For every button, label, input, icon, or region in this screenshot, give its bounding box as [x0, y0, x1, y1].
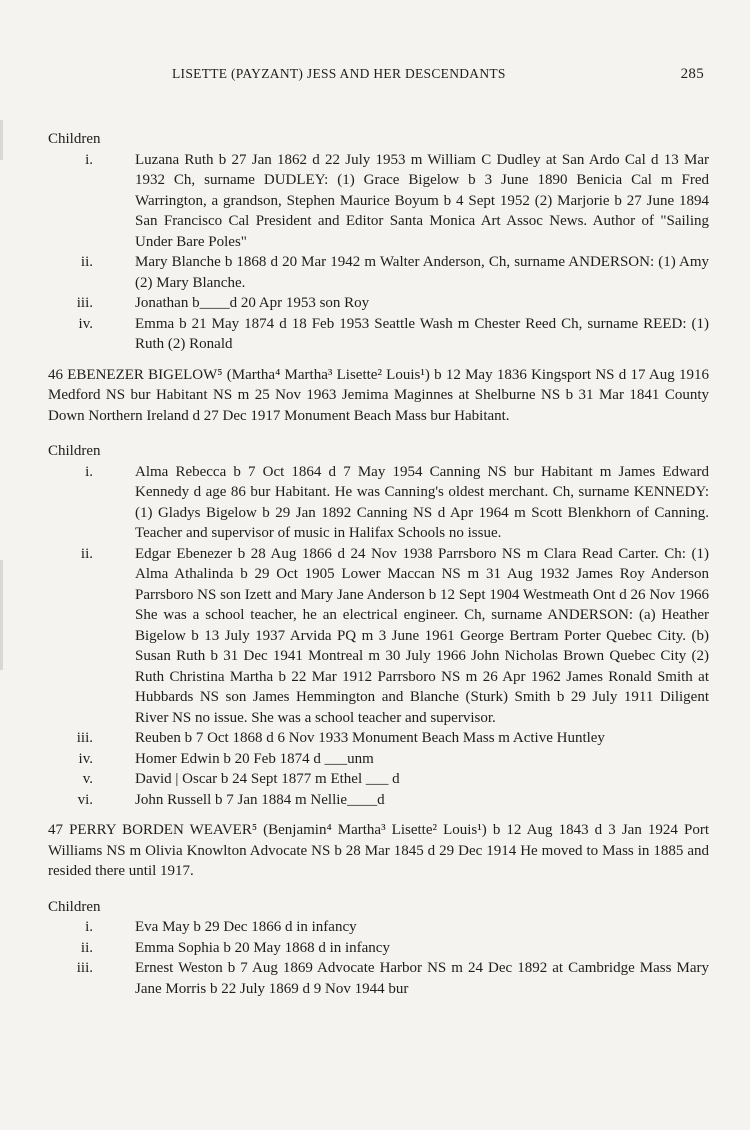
item-text: Homer Edwin b 20 Feb 1874 d ___unm [135, 750, 374, 767]
item-number: ii. [80, 545, 93, 562]
item-text: Ernest Weston b 7 Aug 1869 Advocate Harbor NS m 24 Dec 1892 at Cambridge Mass Mary Jane Morris b 22 July 1869 d 9 Nov 1944 bur [135, 960, 709, 997]
running-title: LISETTE (PAYZANT) JESS AND HER DESCENDANTS [172, 66, 506, 81]
item-text: Eva May b 29 Dec 1866 d in infancy [135, 919, 357, 935]
item-text: Alma Rebecca b 7 Oct 1864 d 7 May 1954 Canning NS bur Habitant m James Edward Kennedy d age 86 bur Habitant. He was Canning's oldest merchant. Ch, surname KENNEDY: (1) Gladys Bigelow b 29 Jan 1892 Canning NS d Apr 1964 m Scott Blenkhorn of Canning. Teacher and supervisor of music in Halifax Schools no issue. [135, 463, 709, 541]
item-text: Mary Blanche b 1868 d 20 Mar 1942 m Walter Anderson, Ch, surname ANDERSON: (1) Amy (2) Mary Blanche. [135, 254, 709, 291]
item-text: David | Oscar b 24 Sept 1877 m Ethel ___ d [135, 771, 400, 787]
children-list [48, 917, 709, 999]
item-text: Reuben b 7 Oct 1868 d 6 Nov 1933 Monument Beach Mass m Active Huntley [135, 730, 605, 746]
item-number: iv. [78, 750, 93, 767]
list-item [48, 958, 709, 999]
item-number: iv. [78, 315, 93, 332]
list-item [48, 293, 709, 314]
list-item [48, 938, 709, 959]
list-item [48, 314, 709, 355]
item-number: i. [85, 151, 93, 168]
item-number: v. [82, 771, 93, 787]
list-item [48, 728, 709, 749]
list-item [48, 917, 709, 938]
children-label: Children [48, 898, 101, 915]
item-text: Edgar Ebenezer b 28 Aug 1866 d 24 Nov 1938 Parrsboro NS m Clara Read Carter. Ch: (1) Alma Athalinda b 29 Oct 1905 Lower Maccan NS m 31 Aug 1932 James Roy Anderson Parrsboro NS son Izett and Mary Jane Anderson b 12 Sept 1904 Westmeath Ont d 26 Nov 1966 She was a school teacher, he an electrical engineer. Ch, surname ANDERSON: (a) Heather Bigelow b 13 July 1937 Arvida PQ m 3 June 1961 George Bertram Porter Quebec City. (b) Susan Ruth b 31 Dec 1941 Montreal m 30 July 1966 John Nicholas Brown Quebec City (2) Ruth Christina Martha b 22 Mar 1912 Parrsboro NS m 26 Apr 1962 James Ronald Smith at Hubbards NS son James Hemmington and Blanche (Sturk) Smith b 29 July 1911 Diligent River NS no issue. She was a school teacher and supervisor. [135, 545, 709, 726]
children-label: Children [48, 443, 101, 459]
entry-47: 47 PERRY BORDEN WEAVER⁵ (Benjamin⁴ Martha³ Lisette² Louis¹) b 12 Aug 1843 d 3 Jan 1924 Port Williams NS m Olivia Knowlton Advocate NS b 28 Mar 1845 d 29 Dec 1914 He moved to Mass in 1885 and resided there until 1917. [48, 822, 709, 879]
item-number: i. [85, 919, 93, 935]
scan-edge-mark [0, 560, 3, 670]
scan-edge-mark [0, 120, 3, 160]
children-list [48, 150, 709, 355]
children-list [48, 462, 709, 811]
item-number: ii. [80, 939, 93, 956]
item-number: ii. [80, 254, 93, 270]
item-number: iii. [76, 730, 93, 746]
list-item [48, 462, 709, 544]
item-text: Emma b 21 May 1874 d 18 Feb 1953 Seattle Wash m Chester Reed Ch, surname REED: (1) Ruth (2) Ronald [135, 315, 709, 352]
list-item [48, 790, 709, 811]
item-text: Luzana Ruth b 27 Jan 1862 d 22 July 1953 m William C Dudley at San Ardo Cal d 13 Mar 1932 Ch, surname DUDLEY: (1) Grace Bigelow b 3 June 1890 Benicia Cal m Fred Warrington, a grandson, Stephen Maurice Boyum b 4 Sept 1952 (2) Marjorie b 27 June 1894 San Francisco Cal President and Editor Santa Monica Art Assoc News. Author of "Sailing Under Bare Poles" [135, 151, 709, 250]
item-number: iii. [76, 295, 93, 311]
children-label: Children [48, 131, 101, 147]
list-item [48, 150, 709, 253]
list-item [48, 749, 709, 770]
item-number: vi. [77, 791, 93, 808]
item-number: iii. [76, 960, 93, 976]
item-number: i. [85, 463, 93, 480]
item-text: Emma Sophia b 20 May 1868 d in infancy [135, 939, 390, 956]
item-text: Jonathan b____d 20 Apr 1953 son Roy [135, 295, 370, 311]
entry-46: 46 EBENEZER BIGELOW⁵ (Martha⁴ Martha³ Lisette² Louis¹) b 12 May 1836 Kingsport NS d 17 Aug 1916 Medford NS bur Habitant NS m 25 Nov 1963 Jemima Maginnes at Shelburne NS b 31 Mar 1841 County Down Northern Ireland d 27 Dec 1917 Monument Beach Mass bur Habitant. [48, 366, 709, 424]
running-header [0, 66, 750, 86]
list-item [48, 544, 709, 729]
list-item [48, 252, 709, 293]
page-body [48, 129, 709, 999]
page-number: 285 [680, 66, 704, 82]
item-text: John Russell b 7 Jan 1884 m Nellie____d [135, 791, 385, 808]
list-item [48, 769, 709, 790]
